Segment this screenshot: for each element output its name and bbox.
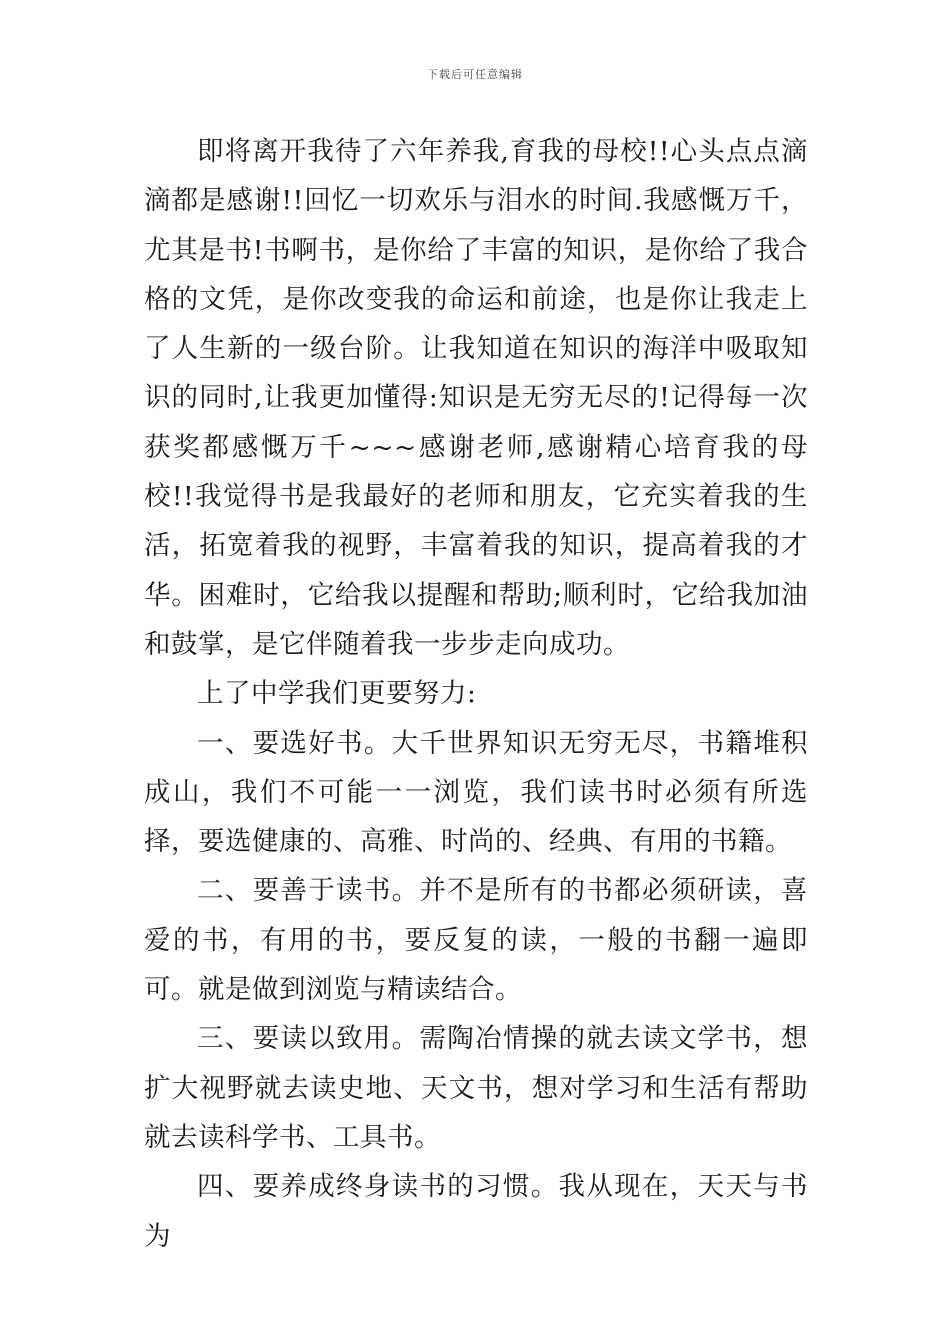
paragraph-intro: 即将离开我待了六年养我,育我的母校!!心头点点滴滴都是感谢!!回忆一切欢乐与泪水的时间.我感慨万千，尤其是书!书啊书，是你给了丰富的知识，是你给了我合格的文凭，是你改变我的命运和前途，也是你让我走上了人生新的一级台阶。让我知道在知识的海洋中吸取知识的同时,让我更加懂得:知识是无穷无尽的!记得每一次获奖都感慨万千~~~感谢老师,感谢精心培育我的母校!!我觉得书是我最好的老师和朋友，它充实着我的生活，拓宽着我的视野，丰富着我的知识，提高着我的才华。困难时，它给我以提醒和帮助;顺利时，它给我加油和鼓掌，是它伴随着我一步步走向成功。 bbox=[144, 136, 808, 660]
paragraph-point-three: 三、要读以致用。需陶冶情操的就去读文学书，想扩大视野就去读史地、天文书，想对学习和生活有帮助就去读科学书、工具书。 bbox=[144, 1023, 808, 1153]
paragraph-point-two: 二、要善于读书。并不是所有的书都必须研读，喜爱的书，有用的书，要反复的读，一般的书翻一遍即可。就是做到浏览与精读结合。 bbox=[144, 875, 808, 1006]
paragraph-middle-school: 上了中学我们更要努力: bbox=[197, 678, 477, 710]
document-body bbox=[144, 127, 808, 1261]
paragraph-point-four: 四、要养成终身读书的习惯。我从现在，天天与书为 bbox=[144, 1171, 808, 1252]
paragraph-point-one: 一、要选好书。大千世界知识无穷无尽，书籍堆积成山，我们不可能一一浏览，我们读书时必须有所选择，要选健康的、高雅、时尚的、经典、有用的书籍。 bbox=[144, 727, 808, 858]
page-header-note: 下载后可任意编辑 bbox=[427, 68, 523, 81]
